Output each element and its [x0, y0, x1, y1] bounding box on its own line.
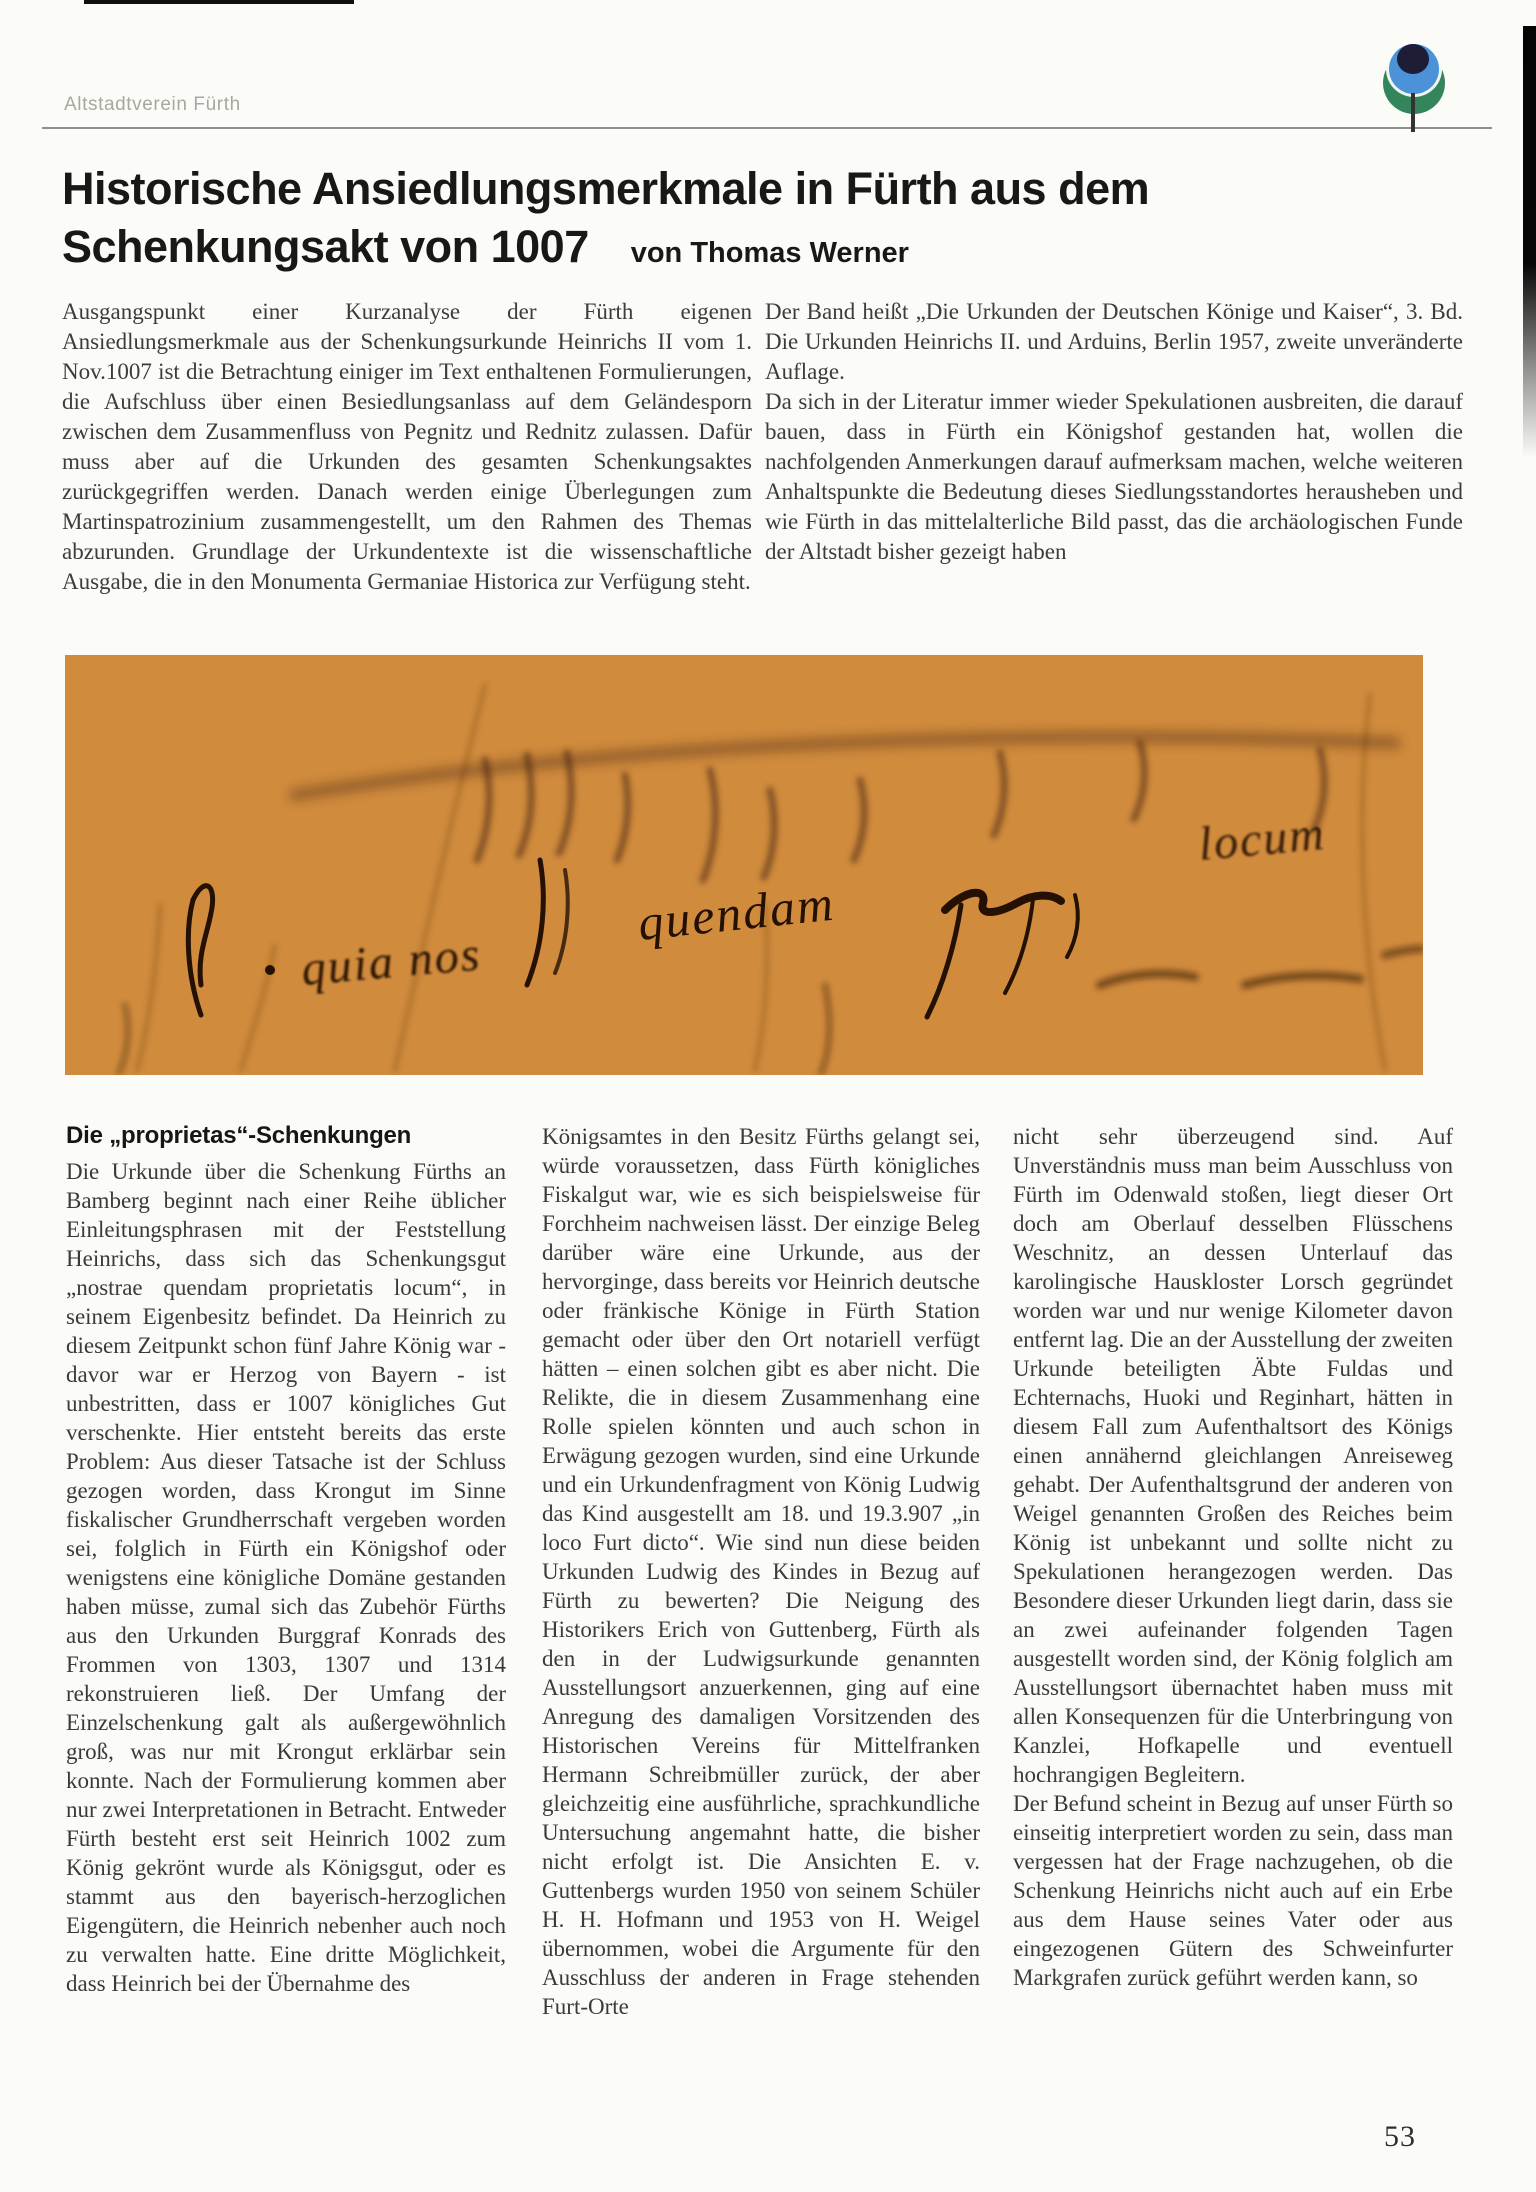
manuscript-script-overlay: [65, 655, 1423, 1075]
script-word-quia-nos: quia nos: [299, 927, 484, 996]
body-paragraph-col3-2: Der Befund scheint in Bezug auf unser Fürth so einseitig interpretiert worden zu sein, dass man vergessen hat der Frage nachzugehen, ob die Schenkung Heinrichs nicht auch auf ein Erbe aus dem Hause seines Vater oder aus eingezogenen Gütern des Schweinfurter Markgrafen zurück geführt werden kann, so: [1013, 1791, 1453, 1990]
body-column-2: [542, 1122, 980, 2021]
body-column-3: [1013, 1122, 1453, 1992]
article-title-line1: Historische Ansiedlungsmerkmale in Fürth aus dem: [62, 163, 1150, 214]
body-paragraph-col2: Königsamtes in den Besitz Fürths gelangt sei, würde voraussetzen, dass Fürth königliches Fiskalgut war, wie es sich beispielsweise für Forchheim nachweisen lässt. Der einzige Beleg darüber wäre eine Urkunde, aus der hervorginge, dass bereits vor Heinrich deutsche oder fränkische Könige in Fürth Station gemacht oder über den Ort notariell verfügt hätten – einen solchen gibt es aber nicht. Die Relikte, die in diesem Zusammenhang eine Rolle spielen könnten und auch schon in Erwägung gezogen wurden, sind eine Urkunde und ein Urkundenfragment von König Ludwig das Kind ausgestellt am 18. und 19.3.907 „in loco Furt dicto“. Wie sind nun diese beiden Urkunden Ludwig des Kindes in Bezug auf Fürth zu bewerten? Die Neigung des Historikers Erich von Guttenberg, Fürth als den in der Ludwigsurkunde genannten Ausstellungsort anzuerkennen, ging auf eine Anregung des damaligen Vorsitzenden des Historischen Vereins für Mittelfranken Hermann Schreibmüller zurück, der aber gleichzeitig eine ausführliche, sprachkundliche Untersuchung angemahnt hatte, die bisher nicht erfolgt ist. Die Ansichten E. v. Guttenbergs wurden 1950 von seinem Schüler H. H. Hofmann und 1953 von H. Weigel übernommen, wobei die Argumente für den Ausschluss der anderen in Frage stehenden Furt-Orte: [542, 1124, 980, 2019]
intro-paragraph-right-2: Da sich in der Literatur immer wieder Spekulationen ausbreiten, die darauf bauen, dass in Fürth ein Königshof gestanden hat, wollen die nachfolgenden Anmerkungen darauf aufmerksam machen, welche weiteren Anhaltspunkte die Bedeutung dieses Siedlungsstandortes herausheben und wie Fürth in das mittelalterliche Bild passt, das die archäologischen Funde der Altstadt bisher gezeigt haben: [765, 389, 1463, 564]
publication-name: Altstadtverein Fürth: [64, 94, 241, 115]
article-title: [62, 160, 1362, 282]
scan-artifact-top-line: [84, 0, 354, 4]
intro-column-left: [62, 297, 752, 597]
body-paragraph-col1: Die Urkunde über die Schenkung Fürths an Bamberg beginnt nach einer Reihe üblicher Einleitungsphrasen mit der Feststellung Heinrichs, dass sich das Schenkungsgut „nostrae quendam proprietatis locum“, in seinem Eigenbesitz befindet. Da Heinrich zu diesem Zeitpunkt schon fünf Jahre König war - davor war er Herzog von Bayern - ist unbestritten, dass er 1007 königliches Gut verschenkte. Hier entsteht bereits das erste Problem: Aus dieser Tatsache ist der Schluss gezogen worden, dass Krongut im Sinne fiskalischer Grundherrschaft vergeben worden sei, folglich in Fürth ein Königshof oder wenigstens eine königliche Domäne gestanden haben müsse, zumal sich das Zubehör Fürths aus den Urkunden Burggraf Konrads des Frommen von 1303, 1307 und 1314 rekonstruieren ließ. Der Umfang der Einzelschenkung galt als außergewöhnlich groß, was nur mit Krongut erklärbar sein konnte. Nach der Formulierung kommen aber nur zwei Interpretationen in Betracht. Entweder Fürth besteht erst seit Heinrich 1002 zum König gekrönt wurde als Königsgut, oder es stammt aus den bayerisch-herzoglichen Eigengütern, die Heinrich nebenher auch noch zu verwalten hatte. Eine dritte Möglichkeit, dass Heinrich bei der Übernahme des: [66, 1159, 506, 1996]
section-heading: Die „proprietas“-Schenkungen: [66, 1122, 412, 1149]
scan-artifact-binding-bar: [1523, 26, 1536, 458]
manuscript-photo: [65, 655, 1423, 1075]
intro-paragraph-right-1: Der Band heißt „Die Urkunden der Deutschen Könige und Kaiser“, 3. Bd. Die Urkunden Heinrichs II. und Arduins, Berlin 1957, zweite unveränderte Auflage.: [765, 299, 1463, 384]
logo-stem: [1411, 93, 1415, 132]
script-word-quendam: quendam: [635, 874, 838, 951]
article-title-line2: Schenkungsakt von 1007: [62, 221, 589, 272]
header-rule: [42, 127, 1492, 129]
intro-paragraph-left: Ausgangspunkt einer Kurzanalyse der Fürth eigenen Ansiedlungsmerkmale aus der Schenkungsurkunde Heinrichs II vom 1. Nov.1007 ist die Betrachtung einiger im Text enthaltenen Formulierungen, die Aufschluss über einen Besiedlungsanlass auf dem Geländesporn zwischen dem Zusammenfluss von Pegnitz und Rednitz zulassen. Dafür muss aber auf die Urkunden des gesamten Schenkungsaktes zurückgegriffen werden. Danach werden einige Überlegungen zum Martinspatrozinium zusammengestellt, um den Rahmen des Themas abzurunden. Grundlage der Urkundentexte ist die wissenschaftliche Ausgabe, die in den Monumenta Germaniae Historica zur Verfügung steht.: [62, 299, 752, 594]
body-column-1: [66, 1122, 506, 1998]
main-script-line: [188, 807, 1327, 1017]
script-word-locum: locum: [1196, 807, 1328, 871]
body-paragraph-col3-1: nicht sehr überzeugend sind. Auf Unverständnis muss man beim Ausschluss von Fürth im Odenwald stoßen, liegt dieser Ort doch am Oberlauf desselben Flüsschens Weschnitz, an dessen Unterlauf das karolingische Hauskloster Lorsch gegründet worden war und nur wenige Kilometer davon entfernt lag. Die an der Ausstellung der zweiten Urkunde beteiligten Äbte Fuldas und Echternachs, Huoki und Reginhart, hätten in diesem Fall zum Aufenthaltsort des Königs einen annähernd gleichlangen Anreiseweg gehabt. Der Aufenthaltsgrund der anderen von Weigel genannten Großen des Reiches beim König ist unbekannt und sollte nicht zu Spekulationen herangezogen werden. Das Besondere dieser Urkunden liegt darin, dass sie an zwei aufeinander folgenden Tagen ausgestellt worden sind, der König folglich am Ausstellungsort übernachtet haben muss mit allen Konsequenzen für die Unterbringung von Kanzlei, Hofkapelle und eventuell hochrangigen Begleitern.: [1013, 1124, 1453, 1787]
page-number: 53: [1384, 2120, 1416, 2153]
logo-navy-circle: [1397, 44, 1429, 74]
byline: von Thomas Werner: [630, 237, 909, 269]
intro-column-right: [765, 297, 1463, 567]
